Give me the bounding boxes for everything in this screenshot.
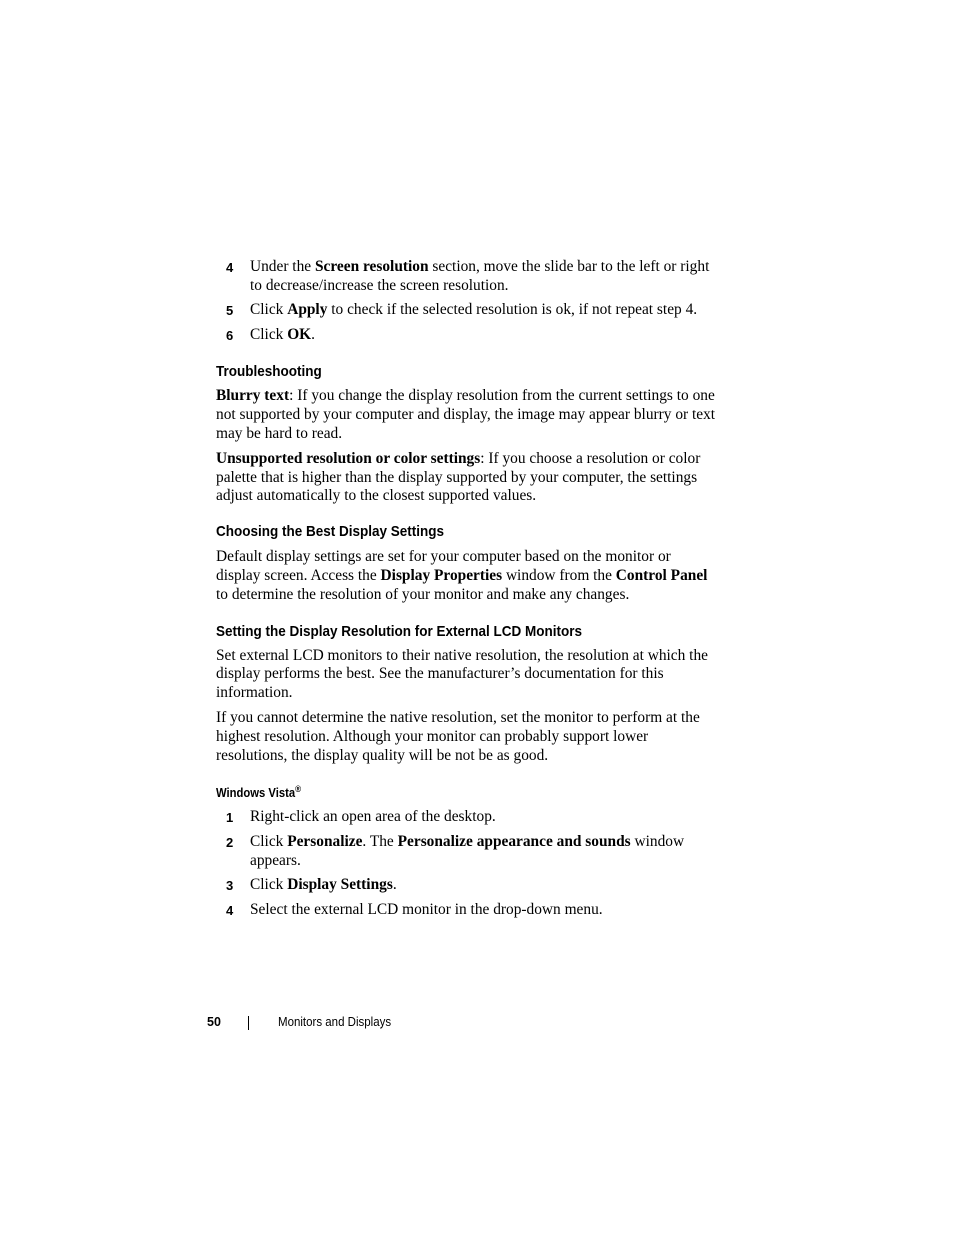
step-item: 4 Select the external LCD monitor in the drop-down menu.: [216, 901, 716, 920]
footer-divider: [248, 1016, 249, 1030]
best-settings-heading: Choosing the Best Display Settings: [216, 523, 445, 541]
external-lcd-paragraph-1: Set external LCD monitors to their native resolution, the resolution at which the display performs the best. See the manufacturer’s documentation for this information.: [216, 646, 708, 702]
registered-mark: ®: [295, 784, 302, 795]
step-number: 2: [226, 835, 234, 851]
step-number: 5: [226, 303, 234, 319]
external-lcd-heading: Setting the Display Resolution for External LCD Monitors: [216, 622, 583, 640]
step-number: 1: [226, 810, 234, 826]
step-item: 5 Click Apply to check if the selected resolution is ok, if not repeat step 4.: [216, 301, 716, 320]
best-settings-paragraph: Default display settings are set for your computer based on the monitor or display screen. Access the Display Properties window from the Control Panel to determine the resolution of your monitor and make any changes.: [216, 548, 708, 603]
step-item: 3 Click Display Settings.: [216, 876, 716, 895]
blurry-text-paragraph: Blurry text: If you change the display resolution from the current settings to one not supported by your computer and display, the image may appear blurry or text may be hard to read.: [216, 387, 716, 442]
unsupported-resolution-paragraph: Unsupported resolution or color settings: If you choose a resolution or color palette that is higher than the display supported by your computer, the settings adjust automatically to the closest supported values.: [216, 449, 701, 505]
windows-vista-heading: Windows Vista®: [216, 784, 302, 801]
footer-section-title: Monitors and Displays: [278, 1015, 392, 1029]
step-item: 2 Click Personalize. The Personalize appearance and sounds window appears.: [226, 833, 685, 869]
troubleshooting-heading: Troubleshooting: [216, 363, 322, 381]
external-lcd-paragraph-2: If you cannot determine the native resolution, set the monitor to perform at the highest resolution. Although your monitor can probably support lower resolutions, the display quality will be not be as good.: [216, 708, 700, 764]
step-item: 6 Click OK.: [216, 326, 716, 345]
step-number: 4: [226, 902, 234, 918]
page-content: [216, 258, 716, 925]
page-number: 50: [207, 1015, 221, 1029]
step-number: 3: [226, 878, 234, 894]
step-number: 6: [226, 327, 234, 343]
step-number: 4: [226, 260, 234, 275]
step-item: 4 Under the Screen resolution section, move the slide bar to the left or right to decrease/increase the screen resolution.: [226, 258, 710, 294]
step-item: 1 Right-click an open area of the desktop.: [216, 808, 716, 827]
